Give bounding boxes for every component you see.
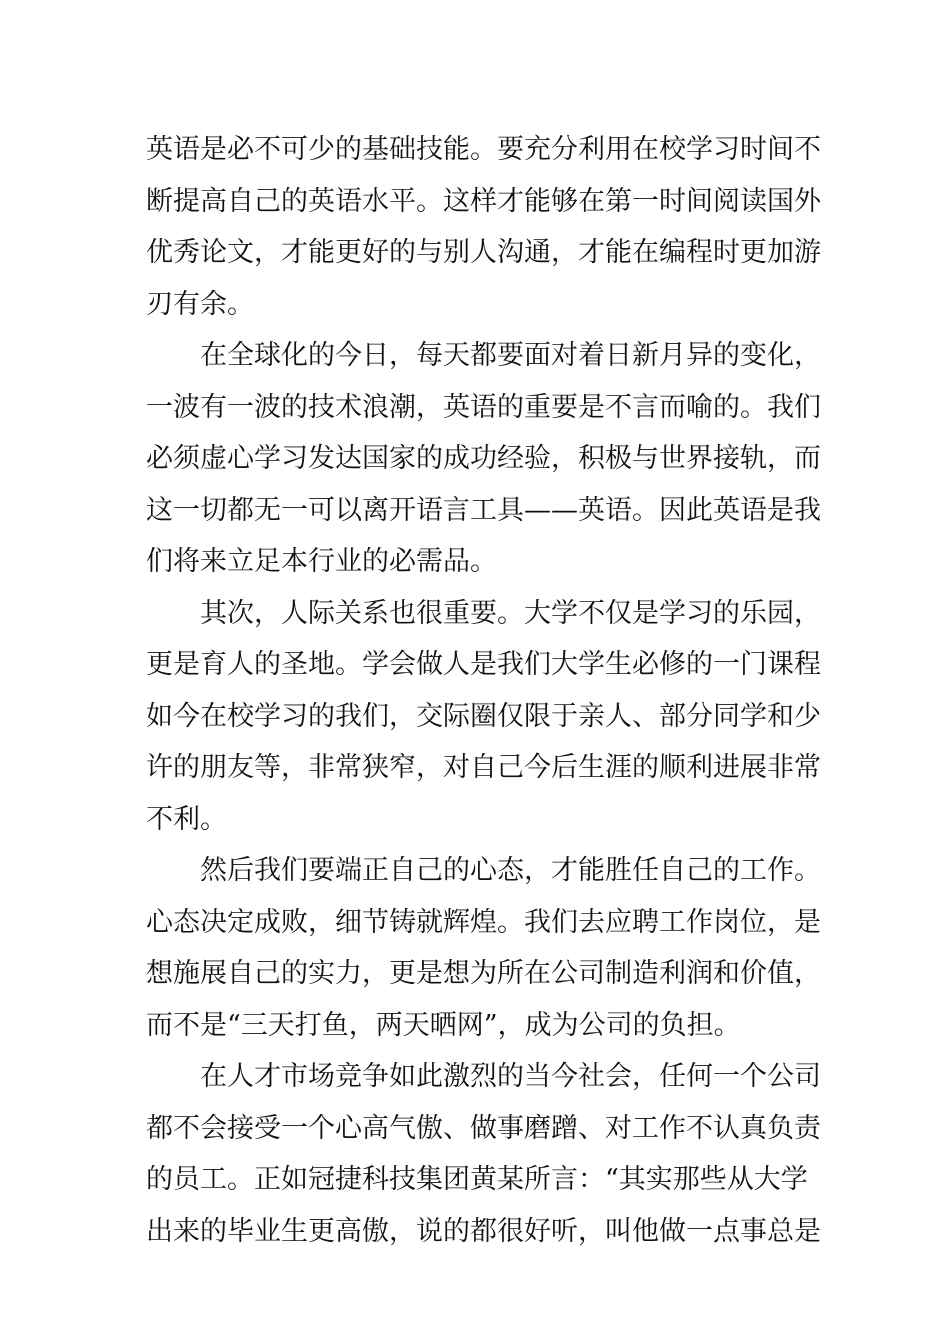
text-line: 而不是“三天打鱼，两天晒网”，成为公司的负担。	[146, 1009, 741, 1041]
text-line: 心态决定成败，细节铸就辉煌。我们去应聘工作岗位，是	[146, 906, 821, 938]
text-line: 想施展自己的实力，更是想为所在公司制造利润和价值，	[146, 958, 821, 989]
text-line: 出来的毕业生更高傲，说的都很好听，叫他做一点事总是	[146, 1215, 821, 1247]
paragraph-first-line: 在人才市场竞争如此激烈的当今社会，任何一个公司	[200, 1061, 821, 1092]
text-line: 一波有一波的技术浪潮，英语的重要是不言而喻的。我们	[146, 391, 821, 423]
text-line: 不利。	[146, 803, 227, 835]
text-line: 这一切都无一可以离开语言工具——英语。因此英语是我	[146, 494, 821, 526]
text-line: 优秀论文，才能更好的与别人沟通，才能在编程时更加游	[146, 237, 821, 268]
paragraph-first-line: 然后我们要端正自己的心态，才能胜任自己的工作。	[200, 855, 821, 886]
paragraph-first-line: 其次，人际关系也很重要。大学不仅是学习的乐园，	[200, 597, 821, 629]
paragraph-first-line: 在全球化的今日，每天都要面对着日新月异的变化，	[200, 340, 821, 371]
text-line: 都不会接受一个心高气傲、做事磨蹭、对工作不认真负责	[146, 1112, 821, 1144]
text-line: 许的朋友等，非常狭窄，对自己今后生涯的顺利进展非常	[146, 752, 821, 783]
text-line: 们将来立足本行业的必需品。	[146, 546, 497, 577]
text-line: 必须虚心学习发达国家的成功经验，积极与世界接轨，而	[146, 443, 821, 474]
text-line: 的员工。正如冠捷科技集团黄某所言：“其实那些从大学	[146, 1164, 808, 1195]
text-line: 更是育人的圣地。学会做人是我们大学生必修的一门课程	[146, 649, 821, 680]
body-text	[146, 124, 821, 1257]
text-line: 如今在校学习的我们，交际圈仅限于亲人、部分同学和少	[146, 700, 821, 732]
text-line: 断提高自己的英语水平。这样才能够在第一时间阅读国外	[146, 185, 821, 217]
text-line: 刃有余。	[146, 288, 254, 320]
text-line: 英语是必不可少的基础技能。要充分利用在校学习时间不	[146, 134, 821, 165]
